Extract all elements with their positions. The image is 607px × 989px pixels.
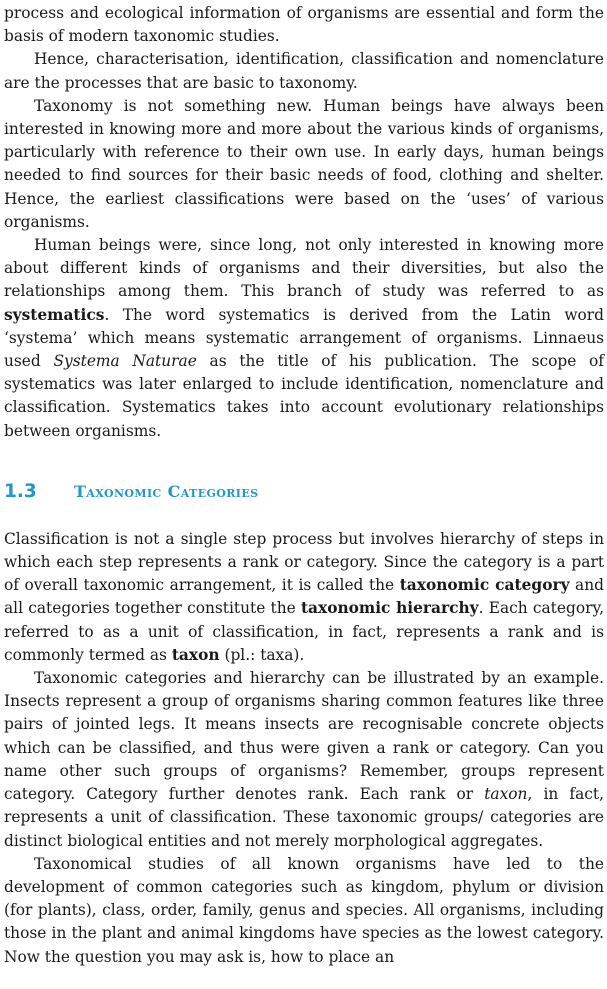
paragraph: process and ecological information of organisms are essential and form the basis of modern taxonomic studies. (4, 4, 604, 46)
text-run: as the title of his publication. The scope of systematics was later enlarged to include identification, nomenclature and classification. Systematics takes into account evolutionary relationships between organisms. (4, 352, 604, 440)
paragraph: Taxonomy is not something new. Human beings have always been interested in knowing more and more about the various kinds of organisms, particularly with reference to their own use. In early days, human beings needed to find sources for their basic needs of food, clothing and shelter. Hence, the earliest classifications were based on the ‘uses’ of various organisms. (4, 96, 604, 231)
text-run: and all categories together constitute the (4, 576, 604, 618)
term-systematics: systematics (4, 305, 105, 324)
term-taxon-italic: taxon (484, 785, 528, 804)
paragraph: Taxonomical studies of all known organisms have led to the development of common categories such as kingdom, phylum or division (for plants), class, order, family, genus and species. All organisms, including those in the plant and animal kingdoms have species as the lowest category. Now the question you may ask is, how to place an (4, 854, 604, 966)
text-run: . The word systematics is derived from the Latin word ‘systema’ which means systematic arrangement of organisms. Linnaeus used (4, 305, 604, 371)
text-run: Taxonomic categories and hierarchy can be illustrated by an example. Insects represent a group of organisms sharing common features like three pairs of jointed legs. It means insects are recognisable concrete objects which can be classified, and thus were given a rank or category. Can you name other such groups of organisms? Remember, groups represent category. Category further denotes rank. Each rank or (4, 669, 604, 804)
section-title: Taxonomic Categories (74, 481, 259, 501)
text-run: (pl.: taxa). (219, 645, 305, 664)
paragraph-categories (4, 528, 604, 667)
section-number: 1.3 (4, 480, 37, 502)
term-taxonomic-category: taxonomic category (399, 576, 570, 595)
term-taxonomic-hierarchy: taxonomic hierarchy (300, 599, 479, 618)
text-run: . Each category, referred to as a unit of classification, in fact, represents a rank and is commonly termed as (4, 599, 604, 664)
section-heading (4, 481, 604, 502)
paragraph-insects (4, 667, 604, 853)
text-run: Classification is not a single step process but involves hierarchy of steps in which each step represents a rank or category. Since the category is a part of overall taxonomic arrangement, it is called the (4, 529, 604, 595)
text-run: Human beings were, since long, not only interested in knowing more about different kinds of organisms and their diversities, but also the relationships among them. This branch of study was referred to as (4, 236, 604, 301)
paragraph: Hence, characterisation, identification, classification and nomenclature are the processes that are basic to taxonomy. (4, 50, 604, 92)
document-page (4, 2, 604, 969)
term-taxon: taxon (171, 645, 220, 664)
title-systema-naturae: Systema Naturae (53, 352, 197, 371)
paragraph-systematics (4, 234, 604, 443)
text-run: , in fact, represents a unit of classification. These taxonomic groups/ categories are distinct biological entities and not merely morphological aggregates. (4, 785, 604, 850)
